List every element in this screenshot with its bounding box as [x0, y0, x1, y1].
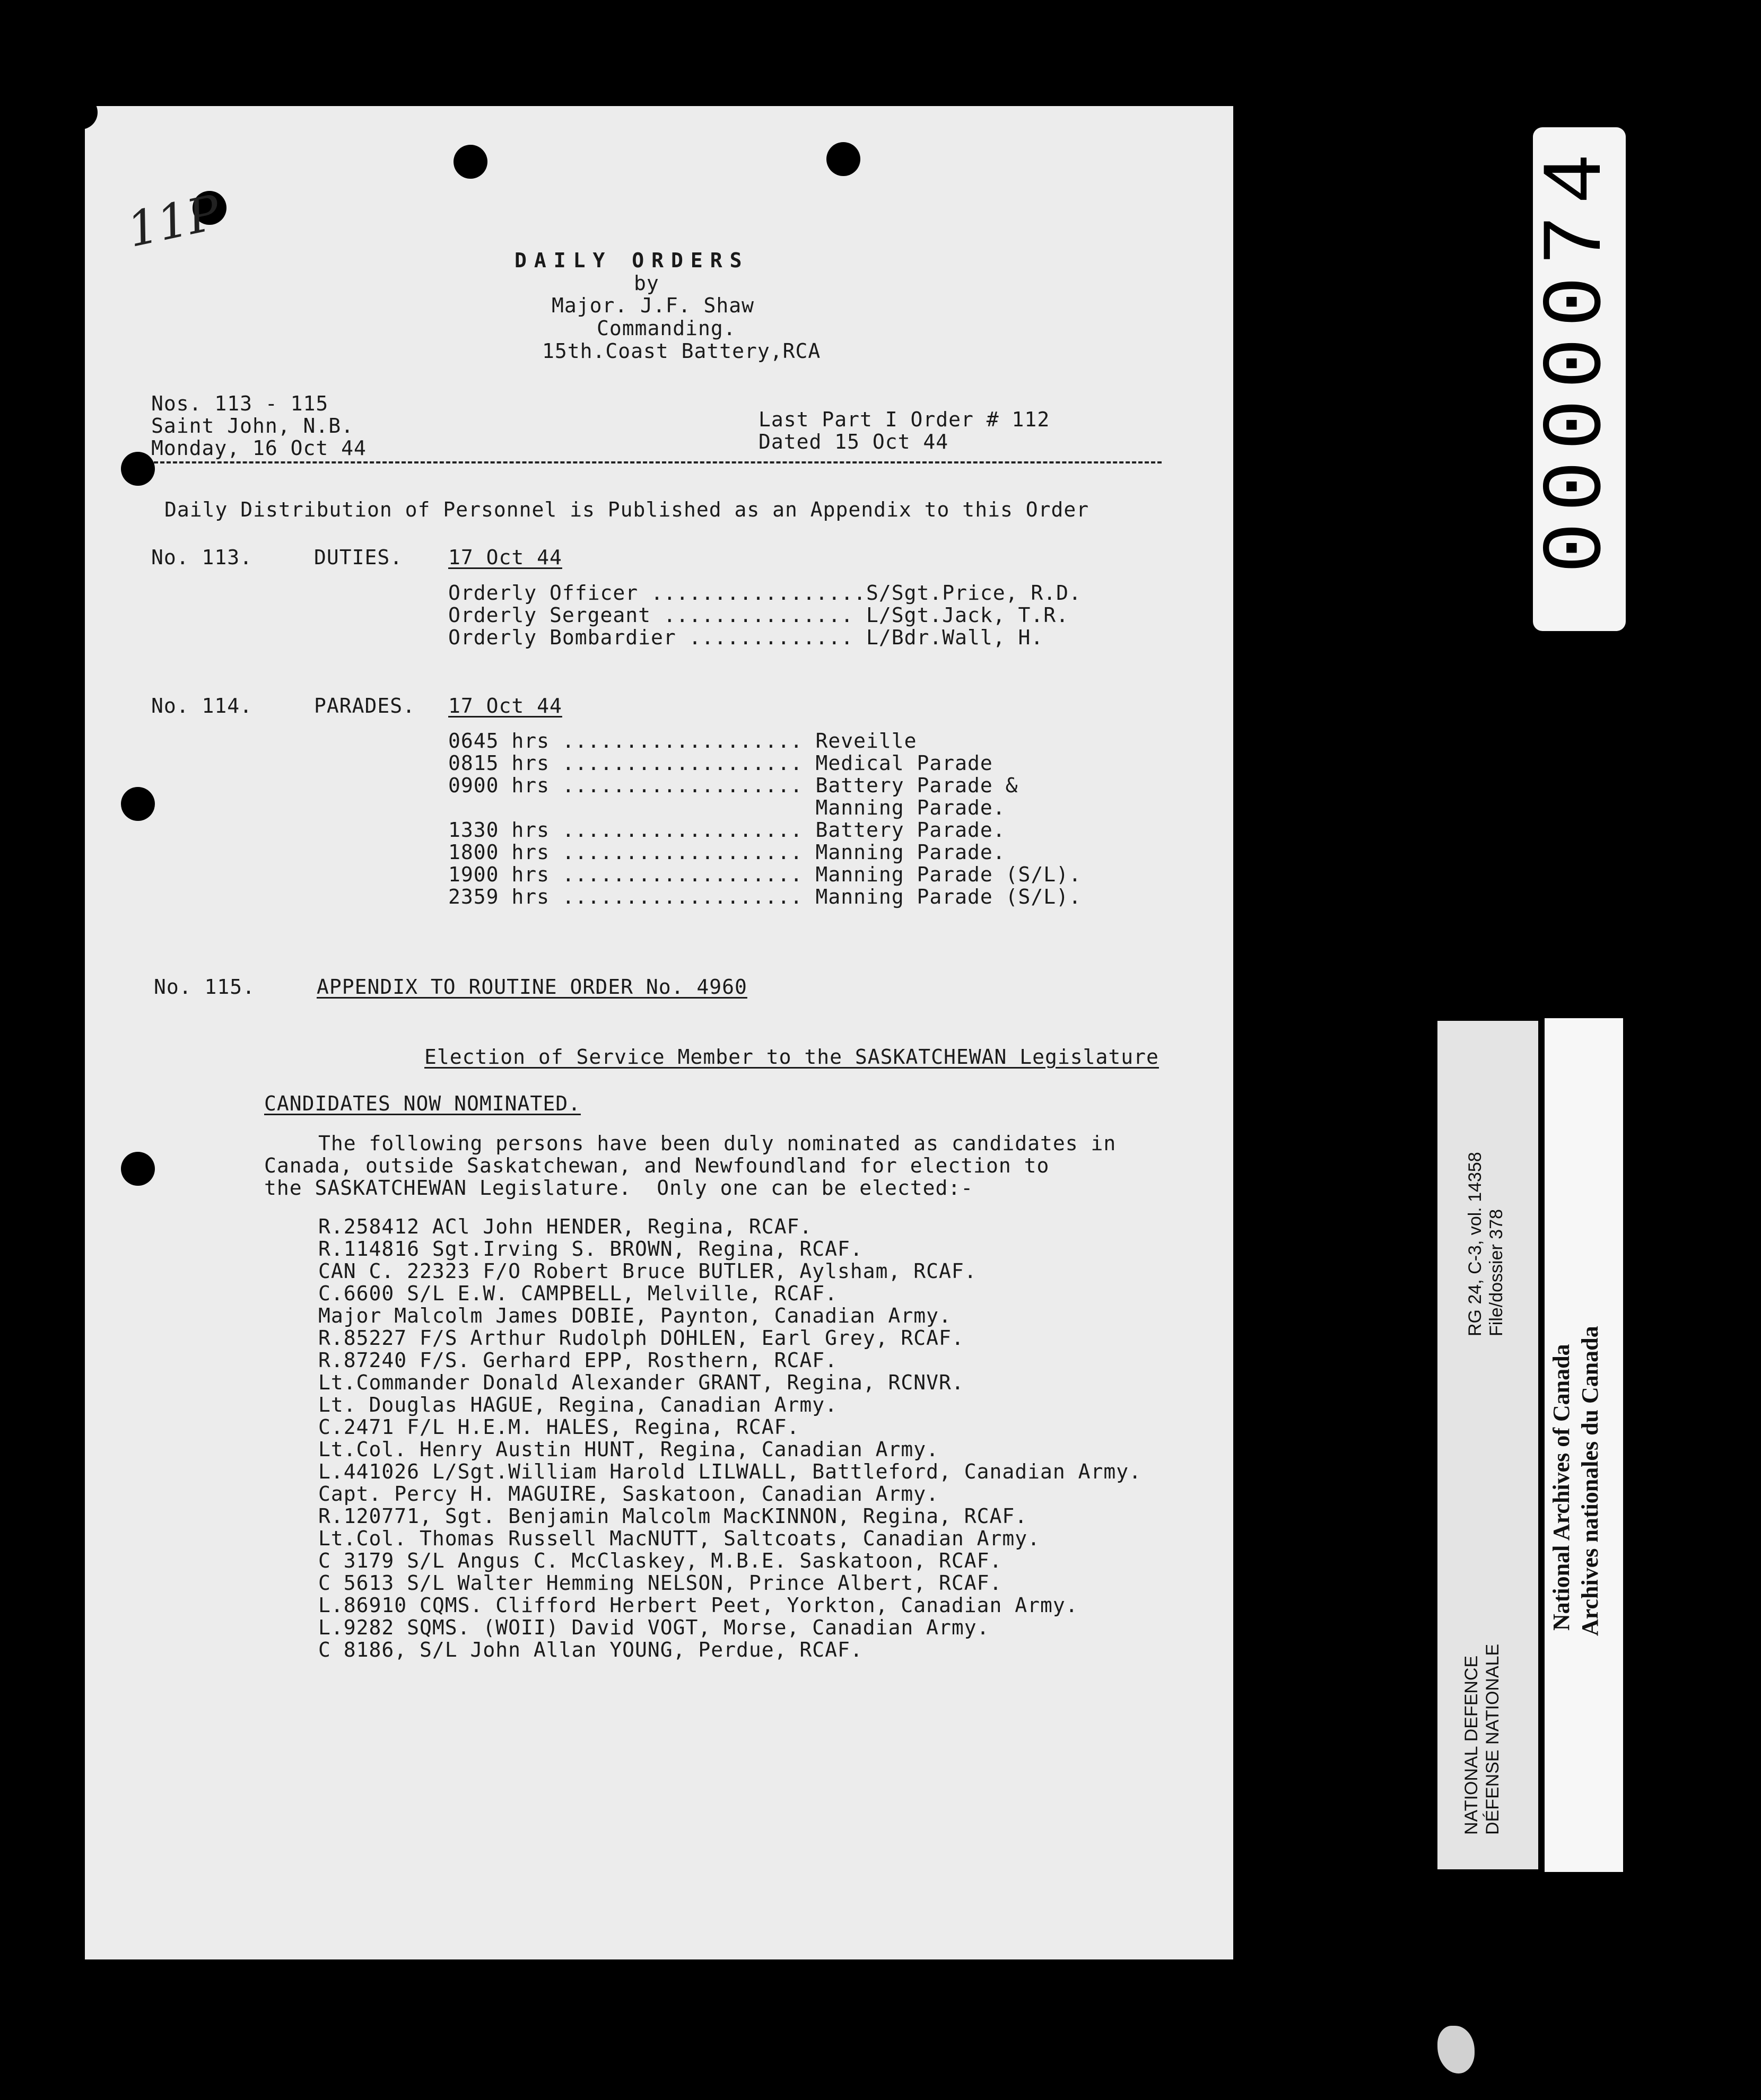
- document-page: [85, 106, 1233, 1959]
- order-date: Monday, 16 Oct 44: [151, 436, 367, 460]
- header-unit: 15th.Coast Battery,RCA: [542, 339, 821, 363]
- punch-hole: [121, 1152, 155, 1186]
- candidate-line: R.85227 F/S Arthur Rudolph DOHLEN, Earl Grey, RCAF.: [318, 1326, 964, 1350]
- last-order-date: Dated 15 Oct 44: [759, 430, 949, 453]
- archives-name-fr: Archives nationales du Canada: [1577, 1326, 1603, 1636]
- parade-line: 0645 hrs ................... Reveille: [448, 729, 917, 752]
- parade-line: 1330 hrs ................... Battery Parade.: [448, 818, 1006, 842]
- order-113-number: No. 113.: [151, 546, 253, 569]
- candidate-line: Lt. Douglas HAGUE, Regina, Canadian Army.: [318, 1393, 838, 1416]
- candidates-heading: CANDIDATES NOW NOMINATED.: [264, 1092, 581, 1115]
- punch-hole: [64, 95, 98, 129]
- document-title: DAILY ORDERS: [515, 249, 749, 272]
- parade-line: 0815 hrs ................... Medical Parade: [448, 751, 993, 775]
- candidate-line: R.114816 Sgt.Irving S. BROWN, Regina, RCAF.: [318, 1237, 863, 1261]
- order-numbers: Nos. 113 - 115: [151, 392, 329, 415]
- duty-line: Orderly Officer .................S/Sgt.Price, R.D.: [448, 581, 1082, 605]
- archive-reference-1: RG 24, C-3, vol. 14358: [1465, 1152, 1485, 1336]
- candidate-line: C 5613 S/L Walter Hemming NELSON, Prince Albert, RCAF.: [318, 1571, 1002, 1595]
- punch-hole: [826, 142, 860, 176]
- candidate-line: CAN C. 22323 F/O Robert Bruce BUTLER, Aylsham, RCAF.: [318, 1259, 977, 1283]
- duty-line: Orderly Bombardier ............. L/Bdr.Wall, H.: [448, 626, 1044, 649]
- order-115-number: No. 115.: [154, 975, 256, 999]
- parade-line: 2359 hrs ................... Manning Parade (S/L).: [448, 885, 1082, 908]
- department-name-en: NATIONAL DEFENCE: [1461, 1655, 1481, 1835]
- order-113-heading: DUTIES.: [314, 546, 403, 569]
- archive-stamp-number: 0000074: [1530, 142, 1626, 574]
- order-place: Saint John, N.B.: [151, 414, 354, 438]
- candidate-line: C 8186, S/L John Allan YOUNG, Perdue, RCAF.: [318, 1638, 863, 1661]
- punch-hole: [121, 452, 155, 486]
- candidate-line: Lt.Col. Thomas Russell MacNUTT, Saltcoats, Canadian Army.: [318, 1527, 1041, 1550]
- parade-line: 1900 hrs ................... Manning Parade (S/L).: [448, 863, 1082, 886]
- archives-name-en: National Archives of Canada: [1548, 1344, 1574, 1631]
- distribution-note: Daily Distribution of Personnel is Published as an Appendix to this Order: [164, 498, 1089, 521]
- candidate-line: Lt.Commander Donald Alexander GRANT, Regina, RCNVR.: [318, 1371, 964, 1394]
- handwritten-mark: 11P: [122, 184, 225, 259]
- order-114-heading: PARADES.: [314, 694, 416, 718]
- department-name-fr: DÉFENSE NATIONALE: [1483, 1643, 1503, 1835]
- candidate-line: Capt. Percy H. MAGUIRE, Saskatoon, Canadian Army.: [318, 1482, 939, 1506]
- candidate-line: Major Malcolm James DOBIE, Paynton, Canadian Army.: [318, 1304, 952, 1327]
- intro-line: The following persons have been duly nominated as candidates in: [318, 1132, 1117, 1155]
- scan-smudge: [1437, 2026, 1475, 2073]
- last-order: Last Part I Order # 112: [759, 408, 1050, 431]
- parade-line: 0900 hrs ................... Battery Parade &: [448, 774, 1018, 797]
- archive-reference-2: File/dossier 378: [1486, 1209, 1506, 1336]
- parade-line: Manning Parade.: [448, 796, 1006, 819]
- separator-line: [154, 461, 1162, 463]
- candidate-line: L.9282 SQMS. (WOII) David VOGT, Morse, Canadian Army.: [318, 1616, 990, 1639]
- header-by: by: [634, 272, 659, 295]
- candidate-line: C 3179 S/L Angus C. McClaskey, M.B.E. Saskatoon, RCAF.: [318, 1549, 1002, 1572]
- header-role: Commanding.: [597, 317, 736, 340]
- order-113-date: 17 Oct 44: [448, 546, 562, 569]
- intro-line: Canada, outside Saskatchewan, and Newfoundland for election to: [264, 1154, 1050, 1177]
- order-114-date: 17 Oct 44: [448, 694, 562, 718]
- duty-line: Orderly Sergeant ............... L/Sgt.Jack, T.R.: [448, 603, 1069, 627]
- candidate-line: R.87240 F/S. Gerhard EPP, Rosthern, RCAF.: [318, 1349, 838, 1372]
- candidate-line: C.2471 F/L H.E.M. HALES, Regina, RCAF.: [318, 1415, 800, 1439]
- order-115-subheading: Election of Service Member to the SASKATCHEWAN Legislature: [424, 1045, 1159, 1069]
- candidate-line: R.258412 ACl John HENDER, Regina, RCAF.: [318, 1215, 813, 1238]
- intro-line: the SASKATCHEWAN Legislature. Only one can be elected:-: [264, 1176, 974, 1200]
- candidate-line: R.120771, Sgt. Benjamin Malcolm MacKINNON, Regina, RCAF.: [318, 1504, 1028, 1528]
- header-officer: Major. J.F. Shaw: [552, 294, 755, 317]
- order-114-number: No. 114.: [151, 694, 253, 718]
- candidate-line: L.441026 L/Sgt.William Harold LILWALL, Battleford, Canadian Army.: [318, 1460, 1142, 1483]
- punch-hole: [121, 787, 155, 821]
- candidate-line: C.6600 S/L E.W. CAMPBELL, Melville, RCAF.: [318, 1282, 838, 1305]
- order-115-heading: APPENDIX TO ROUTINE ORDER No. 4960: [317, 975, 747, 999]
- parade-line: 1800 hrs ................... Manning Parade.: [448, 841, 1006, 864]
- candidate-line: Lt.Col. Henry Austin HUNT, Regina, Canadian Army.: [318, 1438, 939, 1461]
- punch-hole: [454, 145, 487, 179]
- candidate-line: L.86910 CQMS. Clifford Herbert Peet, Yorkton, Canadian Army.: [318, 1594, 1078, 1617]
